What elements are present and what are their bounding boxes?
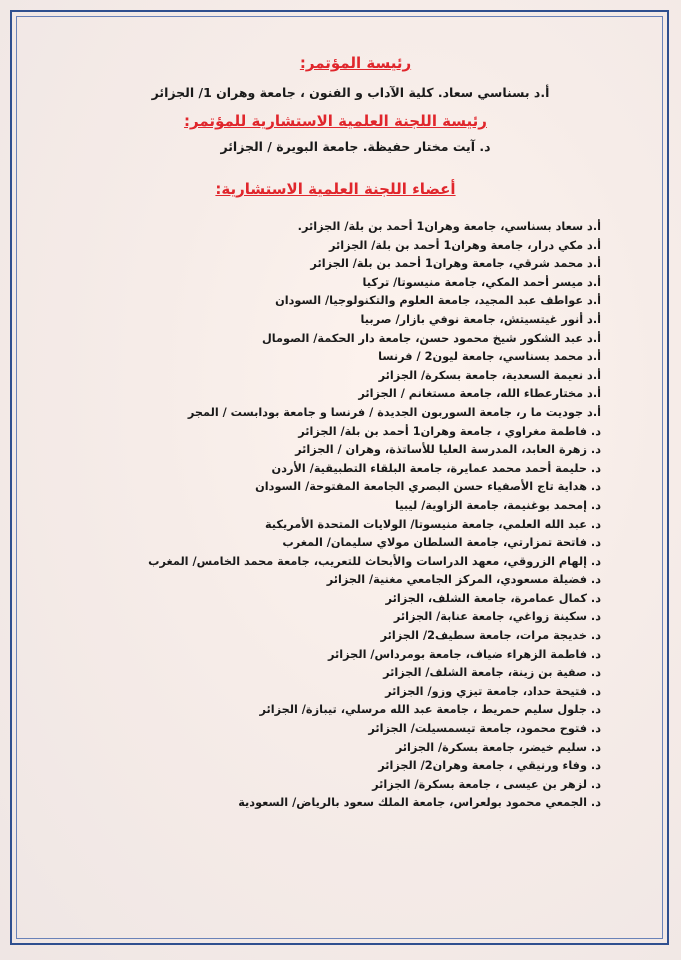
- member-item: د. جلول سليم حمريط ، جامعة عبد الله مرسلي، تيبازة/ الجزائر: [259, 703, 601, 717]
- member-item: د. فتيحة حداد، جامعة تيزي وزو/ الجزائر: [385, 684, 601, 698]
- member-item: د. سكينة زواغي، جامعة عنابة/ الجزائر: [393, 610, 601, 624]
- member-item: د. فاطمة مغراوي ، جامعة وهران1 أحمد بن بلة/ الجزائر: [298, 424, 601, 438]
- member-item: د. عبد الله العلمي، جامعة منيسوتا/ الولايات المتحدة الأمريكية: [264, 517, 601, 531]
- member-item: د. فتوح محمود، جامعة تيسمسيلت/ الجزائر: [368, 722, 601, 736]
- member-item: د. وفاء ورنيقي ، جامعة وهران2/ الجزائر: [378, 759, 601, 773]
- members-list: [30, 218, 641, 813]
- president-heading: رئيسة المؤتمر:: [299, 54, 412, 72]
- member-item: أ.د عبد الشكور شيخ محمود حسن، جامعة دار الحكمة/ الصومال: [261, 331, 601, 345]
- member-item: أ.د محمد بسناسي، جامعة ليون2 / فرنسا: [378, 350, 601, 364]
- member-item: د. إمحمد بوغنيمة، جامعة الزاوية/ ليبيا: [394, 498, 601, 512]
- member-item: أ.د عواطف عبد المجيد، جامعة العلوم والتكنولوجيا/ السودان: [275, 294, 601, 308]
- member-item: د. صفية بن زينة، جامعة الشلف/ الجزائر: [383, 666, 601, 680]
- members-heading: أعضاء اللجنة العلمية الاستشارية:: [215, 180, 456, 198]
- member-item: د. إلهام الزروقي، معهد الدراسات والأبحاث للتعريب، جامعة محمد الخامس/ المغرب: [148, 554, 601, 568]
- member-item: د. لزهر بن عيسى ، جامعة بسكرة/ الجزائر: [372, 777, 601, 791]
- committee-head-name: د. آيت مختار حفيظة. جامعة البويرة / الجزائر: [220, 139, 491, 154]
- member-item: أ.د سعاد بسناسي، جامعة وهران1 أحمد بن بلة/ الجزائر.: [297, 220, 601, 233]
- member-item: د. هداية تاج الأصفياء حسن البصري الجامعة المفتوحة/ السودان: [255, 480, 601, 494]
- member-item: د. الجمعي محمود بولعراس، جامعة الملك سعود بالرياض/ السعودية: [238, 796, 601, 810]
- member-item: د. فاطمة الزهراء ضياف، جامعة بومرداس/ الجزائر: [328, 647, 601, 661]
- member-item: أ.د نعيمة السعدية، جامعة بسكرة/ الجزائر: [378, 368, 601, 382]
- member-item: د. زهرة العابد، المدرسة العليا للأساتذة، وهران / الجزائر: [295, 443, 601, 457]
- committee-head-heading: رئيسة اللجنة العلمية الاستشارية للمؤتمر:: [184, 112, 487, 130]
- member-item: أ.د ميسر أحمد المكي، جامعة منيسوتا/ تركيا: [362, 275, 601, 289]
- member-item: أ.د مكي درار، جامعة وهران1 أحمد بن بلة/ الجزائر: [328, 238, 601, 252]
- member-item: أ.د جوديت ما ر، جامعة السوربون الجديدة / فرنسا و جامعة بودابست / المجر: [187, 405, 601, 419]
- document-content: [30, 44, 641, 813]
- president-name: أ.د بسناسي سعاد. كلية الآداب و الفنون ، جامعة وهران 1/ الجزائر: [151, 85, 550, 100]
- member-item: د. فاتحة تمزارتي، جامعة السلطان مولاي سليمان/ المغرب: [282, 536, 601, 550]
- member-item: أ.د مختارعطاء الله، جامعة مستغانم / الجزائر: [358, 387, 601, 401]
- member-item: أ.د محمد شرقي، جامعة وهران1 أحمد بن بلة/ الجزائر: [310, 257, 601, 271]
- member-item: أ.د أنور غيتسيتش، جامعة نوفي بازار/ صربيا: [360, 312, 601, 326]
- member-item: د. فضيلة مسعودي، المركز الجامعي مغنية/ الجزائر: [326, 573, 601, 587]
- member-item: د. حليمة أحمد محمد عمايرة، جامعة البلقاء التطبيقية/ الأردن: [271, 461, 601, 475]
- member-item: د. كمال عمامرة، جامعة الشلف، الجزائر: [385, 591, 601, 605]
- member-item: د. خديجة مرات، جامعة سطيف2/ الجزائر: [380, 629, 601, 643]
- member-item: د. سليم خيضر، جامعة بسكرة/ الجزائر: [395, 740, 601, 754]
